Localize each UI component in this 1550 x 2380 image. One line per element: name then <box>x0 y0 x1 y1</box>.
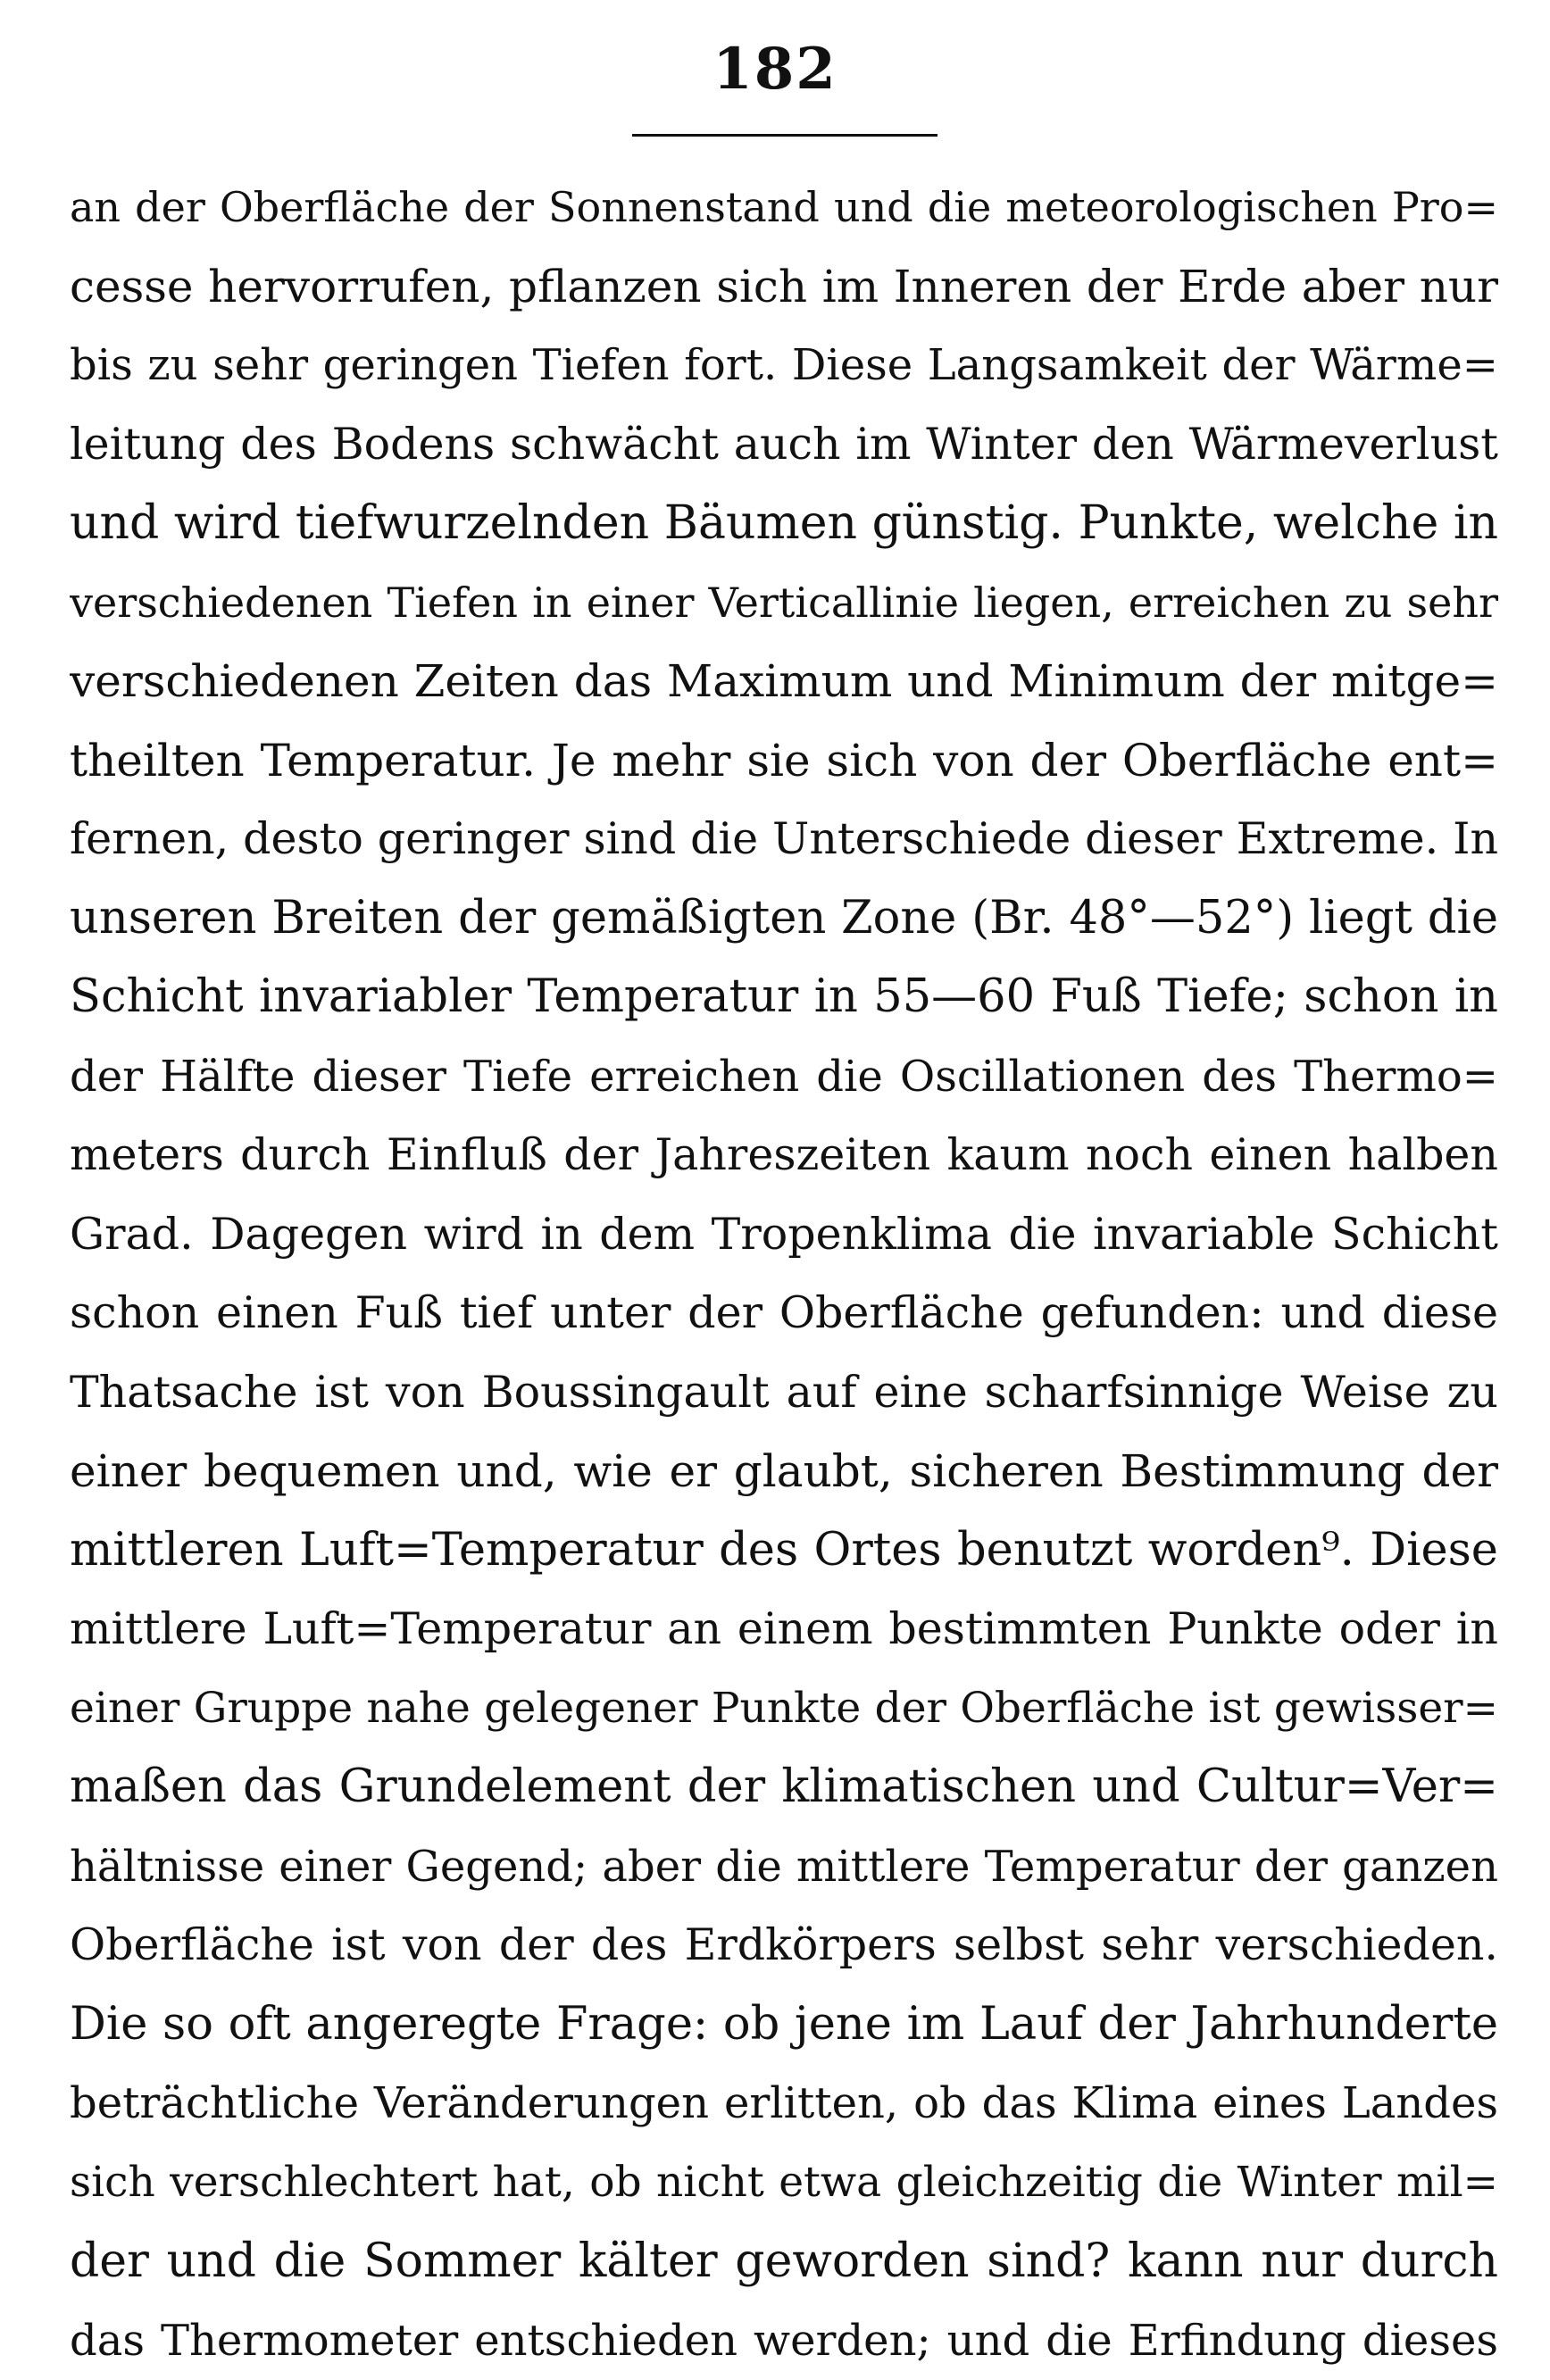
text-line: an der Oberfläche der Sonnenstand und die meteorologischen Pro= <box>70 168 1498 247</box>
text-line: bis zu sehr geringen Tiefen fort. Diese Langsamkeit der Wärme= <box>70 326 1498 405</box>
text-line: einer Gruppe nahe gelegener Punkte der Oberfläche ist gewisser= <box>70 1669 1498 1749</box>
text-line: einer bequemen und, wie er glaubt, sicheren Bestimmung der <box>70 1432 1498 1511</box>
text-line: verschiedenen Zeiten das Maximum und Minimum der mitge= <box>70 642 1498 721</box>
header-rule <box>632 134 938 137</box>
text-line: und wird tiefwurzelnden Bäumen günstig. Punkte, welche in <box>70 484 1498 563</box>
text-line: schon einen Fuß tief unter der Oberfläche gefunden: und diese <box>70 1274 1498 1353</box>
text-line: der und die Sommer kälter geworden sind? kann nur durch <box>70 2222 1498 2301</box>
text-line: Grad. Dagegen wird in dem Tropenklima die invariable Schicht <box>70 1195 1498 1275</box>
text-line: meters durch Einfluß der Jahreszeiten kaum noch einen halben <box>70 1116 1498 1195</box>
page-number: 182 <box>0 34 1550 105</box>
text-line: theilten Temperatur. Je mehr sie sich von der Oberfläche ent= <box>70 721 1498 801</box>
body-text <box>70 168 1498 2380</box>
text-line: beträchtliche Veränderungen erlitten, ob das Klima eines Landes <box>70 2064 1498 2143</box>
text-line: cesse hervorrufen, pflanzen sich im Inneren der Erde aber nur <box>70 247 1498 327</box>
text-line: leitung des Bodens schwächt auch im Winter den Wärmeverlust <box>70 405 1498 485</box>
text-line: Schicht invariabler Temperatur in 55—60 Fuß Tiefe; schon in <box>70 958 1498 1037</box>
text-line: verschiedenen Tiefen in einer Verticallinie liegen, erreichen zu sehr <box>70 563 1498 643</box>
text-line: Oberfläche ist von der des Erdkörpers selbst sehr verschieden. <box>70 1906 1498 1985</box>
text-line: unseren Breiten der gemäßigten Zone (Br. 48°—52°) liegt die <box>70 879 1498 959</box>
text-line: sich verschlechtert hat, ob nicht etwa gleichzeitig die Winter mil= <box>70 2143 1498 2223</box>
text-line: der Hälfte dieser Tiefe erreichen die Oscillationen des Thermo= <box>70 1037 1498 1117</box>
text-line: Thatsache ist von Boussingault auf eine scharfsinnige Weise zu <box>70 1353 1498 1433</box>
text-line: das Thermometer entschieden werden; und die Erfindung dieses <box>70 2301 1498 2380</box>
text-line: mittleren Luft=Temperatur des Ortes benutzt worden⁹. Diese <box>70 1511 1498 1591</box>
text-line: hältnisse einer Gegend; aber die mittlere Temperatur der ganzen <box>70 1827 1498 1907</box>
text-line: Die so oft angeregte Frage: ob jene im Lauf der Jahrhunderte <box>70 1985 1498 2065</box>
text-line: fernen, desto geringer sind die Unterschiede dieser Extreme. In <box>70 800 1498 879</box>
text-line: mittlere Luft=Temperatur an einem bestimmten Punkte oder in <box>70 1590 1498 1669</box>
text-line: maßen das Grundelement der klimatischen und Cultur=Ver= <box>70 1748 1498 1827</box>
